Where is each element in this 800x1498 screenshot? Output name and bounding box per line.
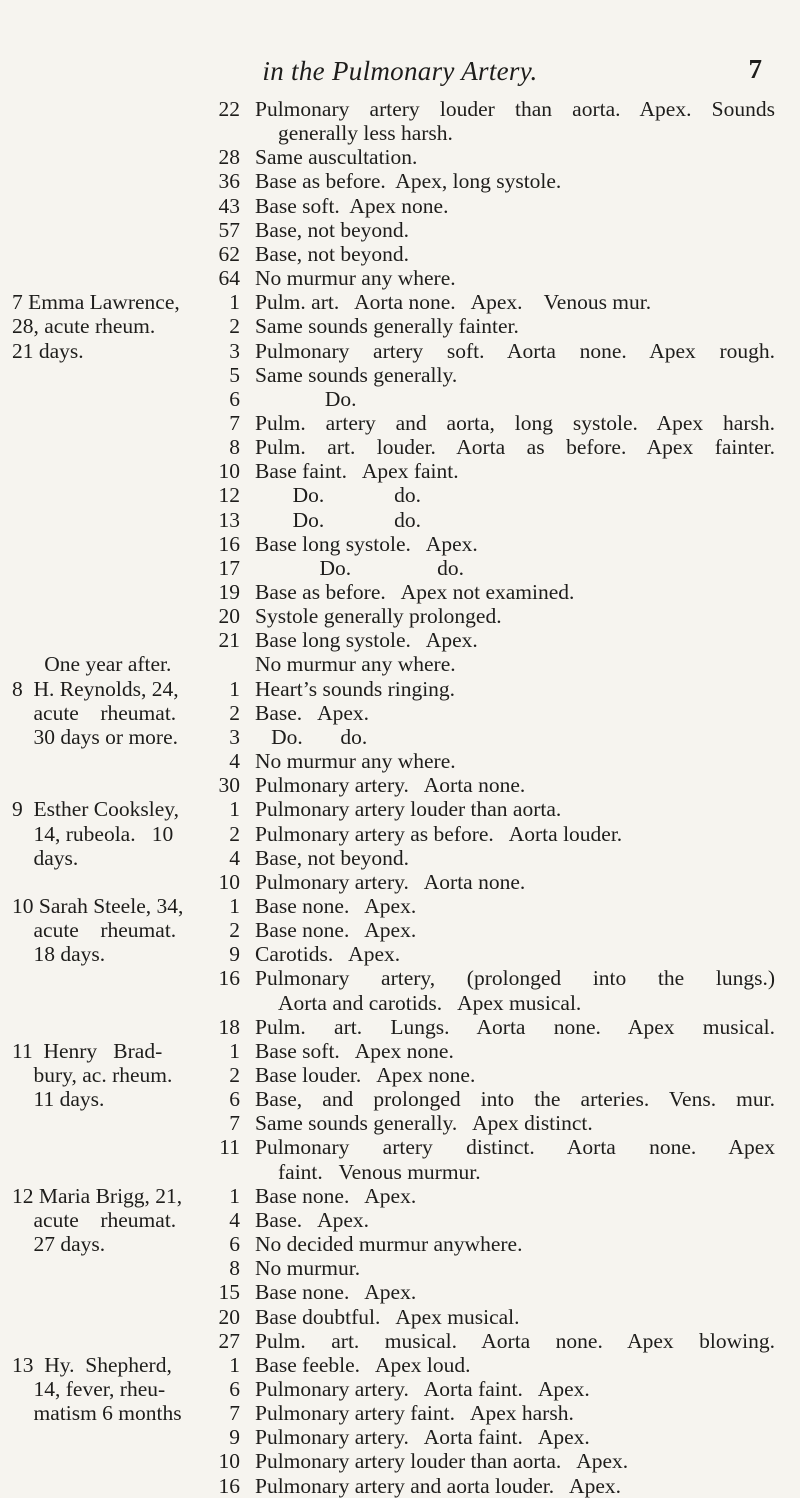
table-row bbox=[0, 604, 800, 628]
day-cell: 2 bbox=[229, 700, 240, 725]
table-row bbox=[0, 387, 800, 411]
patient-cell: 18 days. bbox=[12, 942, 106, 967]
observation-cell: Do. do. bbox=[255, 724, 368, 749]
observation-cell: Pulmonary artery. Aorta faint. Apex. bbox=[255, 1425, 590, 1450]
patient-cell: days. bbox=[12, 845, 79, 870]
table-row bbox=[0, 1280, 800, 1304]
observation-cell: generally less harsh. bbox=[278, 121, 453, 146]
day-cell: 12 bbox=[218, 483, 240, 508]
table-row bbox=[0, 435, 800, 459]
table-row bbox=[0, 145, 800, 169]
observation-cell: Base, not beyond. bbox=[255, 241, 410, 266]
observation-cell: Base none. Apex. bbox=[255, 1183, 417, 1208]
day-cell: 4 bbox=[229, 845, 240, 870]
table-row bbox=[0, 1135, 800, 1159]
observation-cell: faint. Venous murmur. bbox=[278, 1159, 481, 1184]
patient-cell: 11 Henry Brad- bbox=[12, 1038, 163, 1063]
day-cell: 6 bbox=[229, 1376, 240, 1401]
observation-cell: Pulm. art. Aorta none. Apex. Venous mur. bbox=[255, 290, 652, 315]
observation-cell: Carotids. Apex. bbox=[255, 942, 401, 967]
observation-cell: Base. Apex. bbox=[255, 700, 370, 725]
day-cell: 9 bbox=[229, 1425, 240, 1450]
table-row bbox=[0, 121, 800, 145]
day-cell: 1 bbox=[229, 290, 240, 315]
observation-cell: Pulmonary artery louder than aorta. bbox=[255, 797, 562, 822]
day-cell: 3 bbox=[229, 724, 240, 749]
patient-cell: 27 days. bbox=[12, 1232, 106, 1257]
observation-cell: Base, not beyond. bbox=[255, 845, 410, 870]
day-cell: 4 bbox=[229, 749, 240, 774]
table-row bbox=[0, 1329, 800, 1353]
table-row bbox=[0, 459, 800, 483]
table-row bbox=[0, 314, 800, 338]
day-cell: 19 bbox=[218, 580, 240, 604]
day-cell: 18 bbox=[218, 1014, 240, 1039]
observation-cell: Pulmonary artery soft. Aorta none. Apex rough. bbox=[255, 338, 775, 363]
table-row bbox=[0, 194, 800, 218]
observation-cell: Base none. Apex. bbox=[255, 1280, 417, 1305]
patient-cell: 14, fever, rheu- bbox=[12, 1376, 166, 1401]
observation-cell: Pulm. art. louder. Aorta as before. Apex fainter. bbox=[255, 435, 775, 460]
observation-cell: Pulmonary artery louder than aorta. Apex. bbox=[255, 1449, 629, 1474]
day-cell: 10 bbox=[218, 459, 240, 484]
observation-cell: Same sounds generally fainter. bbox=[255, 314, 519, 339]
table-row bbox=[0, 1425, 800, 1449]
observation-cell: No murmur any where. bbox=[255, 749, 456, 774]
day-cell: 1 bbox=[229, 893, 240, 918]
table-row bbox=[0, 773, 800, 797]
day-cell: 2 bbox=[229, 1063, 240, 1087]
table-row bbox=[0, 508, 800, 532]
page-number: 7 bbox=[748, 54, 762, 84]
table-row bbox=[0, 339, 800, 363]
observation-cell: No decided murmur anywhere. bbox=[255, 1232, 523, 1257]
day-cell: 11 bbox=[219, 1135, 240, 1160]
table-row bbox=[0, 942, 800, 966]
observation-cell: Pulmonary artery and aorta louder. Apex. bbox=[255, 1473, 621, 1498]
day-cell: 5 bbox=[229, 362, 240, 387]
table-row bbox=[0, 1401, 800, 1425]
day-cell: 57 bbox=[218, 217, 240, 242]
patient-cell: acute rheumat. bbox=[12, 700, 177, 725]
observation-cell: Do. bbox=[255, 386, 357, 411]
day-cell: 8 bbox=[229, 435, 240, 460]
table-row bbox=[0, 1087, 800, 1111]
observation-cell: Base none. Apex. bbox=[255, 893, 417, 918]
table-row bbox=[0, 266, 800, 290]
table-row bbox=[0, 411, 800, 435]
patient-cell: 9 Esther Cooksley, bbox=[12, 797, 180, 822]
page-header bbox=[0, 56, 800, 90]
observation-cell: Base long systole. Apex. bbox=[255, 531, 478, 556]
table-row bbox=[0, 1256, 800, 1280]
running-title: in the Pulmonary Artery. bbox=[262, 56, 538, 86]
day-cell: 10 bbox=[218, 869, 240, 894]
table-row bbox=[0, 822, 800, 846]
observation-cell: Base as before. Apex not examined. bbox=[255, 580, 575, 604]
day-cell: 36 bbox=[218, 169, 240, 194]
day-cell: 10 bbox=[218, 1449, 240, 1474]
observation-cell: Pulmonary artery, (prolonged into the lungs.) bbox=[255, 966, 775, 991]
day-cell: 28 bbox=[218, 145, 240, 170]
day-cell: 15 bbox=[218, 1280, 240, 1305]
day-cell: 1 bbox=[229, 1183, 240, 1208]
day-cell: 6 bbox=[229, 386, 240, 411]
table-row bbox=[0, 290, 800, 314]
table-row bbox=[0, 1474, 800, 1498]
observation-cell: Heart’s sounds ringing. bbox=[255, 676, 456, 701]
observation-cell: Base soft. Apex none. bbox=[255, 1038, 454, 1063]
day-cell: 16 bbox=[218, 531, 240, 556]
day-cell: 6 bbox=[229, 1232, 240, 1257]
day-cell: 16 bbox=[218, 966, 240, 991]
day-cell: 64 bbox=[218, 266, 240, 291]
observation-cell: No murmur any where. bbox=[255, 266, 456, 291]
observation-cell: Base louder. Apex none. bbox=[255, 1063, 476, 1087]
observation-cell: Base. Apex. bbox=[255, 1207, 370, 1232]
table-row bbox=[0, 1015, 800, 1039]
observation-cell: Aorta and carotids. Apex musical. bbox=[278, 990, 582, 1015]
table-row bbox=[0, 1208, 800, 1232]
day-cell: 3 bbox=[229, 338, 240, 363]
patient-cell: 7 Emma Lawrence, bbox=[12, 290, 180, 315]
day-cell: 43 bbox=[218, 193, 240, 218]
observation-cell: Base faint. Apex faint. bbox=[255, 459, 459, 484]
table-row bbox=[0, 846, 800, 870]
day-cell: 7 bbox=[229, 1401, 240, 1426]
day-cell: 8 bbox=[229, 1256, 240, 1281]
observation-cell: Base feeble. Apex loud. bbox=[255, 1352, 471, 1377]
observation-cell: Base, not beyond. bbox=[255, 217, 410, 242]
table-row bbox=[0, 580, 800, 604]
table-row bbox=[0, 1305, 800, 1329]
observation-cell: Base as before. Apex, long systole. bbox=[255, 169, 562, 194]
observation-cell: Pulmonary artery. Aorta none. bbox=[255, 773, 526, 798]
observation-cell: No murmur. bbox=[255, 1256, 361, 1281]
patient-cell: matism 6 months bbox=[12, 1401, 182, 1426]
day-cell: 4 bbox=[229, 1207, 240, 1232]
table-row bbox=[0, 677, 800, 701]
table-row bbox=[0, 1184, 800, 1208]
table-row bbox=[0, 628, 800, 652]
patient-cell: 13 Hy. Shepherd, bbox=[12, 1352, 172, 1377]
observation-cell: Pulmonary artery. Aorta faint. Apex. bbox=[255, 1376, 590, 1401]
table-row bbox=[0, 1063, 800, 1087]
day-cell: 1 bbox=[229, 1038, 240, 1063]
patient-cell: 30 days or more. bbox=[12, 724, 178, 749]
day-cell: 2 bbox=[229, 821, 240, 846]
table-row bbox=[0, 1377, 800, 1401]
table-row bbox=[0, 532, 800, 556]
day-cell: 1 bbox=[229, 1352, 240, 1377]
day-cell: 62 bbox=[218, 241, 240, 266]
day-cell: 9 bbox=[229, 942, 240, 967]
table-row bbox=[0, 1039, 800, 1063]
patient-cell: 8 H. Reynolds, 24, bbox=[12, 676, 179, 701]
table-row bbox=[0, 363, 800, 387]
table-row bbox=[0, 1111, 800, 1135]
day-cell: 6 bbox=[229, 1087, 240, 1112]
table-row bbox=[0, 966, 800, 990]
day-cell: 30 bbox=[218, 773, 240, 798]
observation-cell: Pulmonary artery as before. Aorta louder. bbox=[255, 821, 623, 846]
table-row bbox=[0, 797, 800, 821]
patient-cell: 10 Sarah Steele, 34, bbox=[12, 893, 184, 918]
table-row bbox=[0, 483, 800, 507]
table-row bbox=[0, 652, 800, 676]
observation-cell: Base, and prolonged into the arteries. Vens. mur. bbox=[255, 1087, 775, 1112]
day-cell: 2 bbox=[229, 314, 240, 339]
observation-cell: Do. do. bbox=[255, 507, 422, 532]
day-cell: 7 bbox=[229, 1111, 240, 1136]
day-cell: 16 bbox=[218, 1473, 240, 1498]
day-cell: 7 bbox=[229, 410, 240, 435]
table-row bbox=[0, 870, 800, 894]
observation-cell: Do. do. bbox=[255, 555, 465, 580]
observation-cell: Same sounds generally. bbox=[255, 362, 458, 387]
observation-cell: Pulm. art. Lungs. Aorta none. Apex musical. bbox=[255, 1014, 775, 1039]
observation-cell: Pulmonary artery distinct. Aorta none. Apex bbox=[255, 1135, 775, 1160]
patient-cell: acute rheumat. bbox=[12, 918, 177, 943]
observation-cell: Base soft. Apex none. bbox=[255, 193, 449, 218]
observation-cell: Base long systole. Apex. bbox=[255, 628, 478, 653]
day-cell: 20 bbox=[218, 1304, 240, 1329]
observation-cell: Base doubtful. Apex musical. bbox=[255, 1304, 520, 1329]
day-cell: 22 bbox=[218, 97, 240, 121]
day-cell: 17 bbox=[218, 555, 240, 580]
table-row bbox=[0, 701, 800, 725]
table-row bbox=[0, 556, 800, 580]
observation-cell: Pulm. artery and aorta, long systole. Apex harsh. bbox=[255, 410, 775, 435]
patient-cell: 28, acute rheum. bbox=[12, 314, 156, 339]
table-row bbox=[0, 218, 800, 242]
table-row bbox=[0, 169, 800, 193]
observation-cell: Base none. Apex. bbox=[255, 918, 417, 943]
table-row bbox=[0, 242, 800, 266]
day-cell: 13 bbox=[218, 507, 240, 532]
day-cell: 20 bbox=[218, 604, 240, 629]
day-cell: 21 bbox=[218, 628, 240, 653]
observation-cell: No murmur any where. bbox=[255, 652, 456, 677]
observation-cell: Do. do. bbox=[255, 483, 422, 508]
table-row bbox=[0, 725, 800, 749]
observation-cell: Same sounds generally. Apex distinct. bbox=[255, 1111, 593, 1136]
patient-cell: acute rheumat. bbox=[12, 1207, 177, 1232]
day-cell: 27 bbox=[218, 1328, 240, 1353]
observation-cell: Pulmonary artery faint. Apex harsh. bbox=[255, 1401, 574, 1426]
observation-cell: Pulmonary artery louder than aorta. Apex. Sounds bbox=[255, 97, 775, 121]
observation-cell: Same auscultation. bbox=[255, 145, 418, 170]
observation-cell: Pulm. art. musical. Aorta none. Apex blowing. bbox=[255, 1328, 775, 1353]
table-row bbox=[0, 1232, 800, 1256]
day-cell: 1 bbox=[229, 797, 240, 822]
patient-cell: One year after. bbox=[12, 652, 172, 677]
table-row bbox=[0, 1353, 800, 1377]
patient-cell: 11 days. bbox=[12, 1087, 105, 1112]
table-row bbox=[0, 918, 800, 942]
patient-cell: 14, rubeola. 10 bbox=[12, 821, 174, 846]
table-row bbox=[0, 97, 800, 121]
table-row bbox=[0, 1449, 800, 1473]
patient-cell: bury, ac. rheum. bbox=[12, 1063, 173, 1087]
day-cell: 2 bbox=[229, 918, 240, 943]
day-cell: 1 bbox=[229, 676, 240, 701]
observation-cell: Pulmonary artery. Aorta none. bbox=[255, 869, 526, 894]
patient-cell: 21 days. bbox=[12, 338, 84, 363]
table-row bbox=[0, 991, 800, 1015]
table-row bbox=[0, 1160, 800, 1184]
observation-cell: Systole generally prolonged. bbox=[255, 604, 502, 629]
table-row bbox=[0, 749, 800, 773]
table-row bbox=[0, 894, 800, 918]
patient-cell: 12 Maria Brigg, 21, bbox=[12, 1183, 183, 1208]
